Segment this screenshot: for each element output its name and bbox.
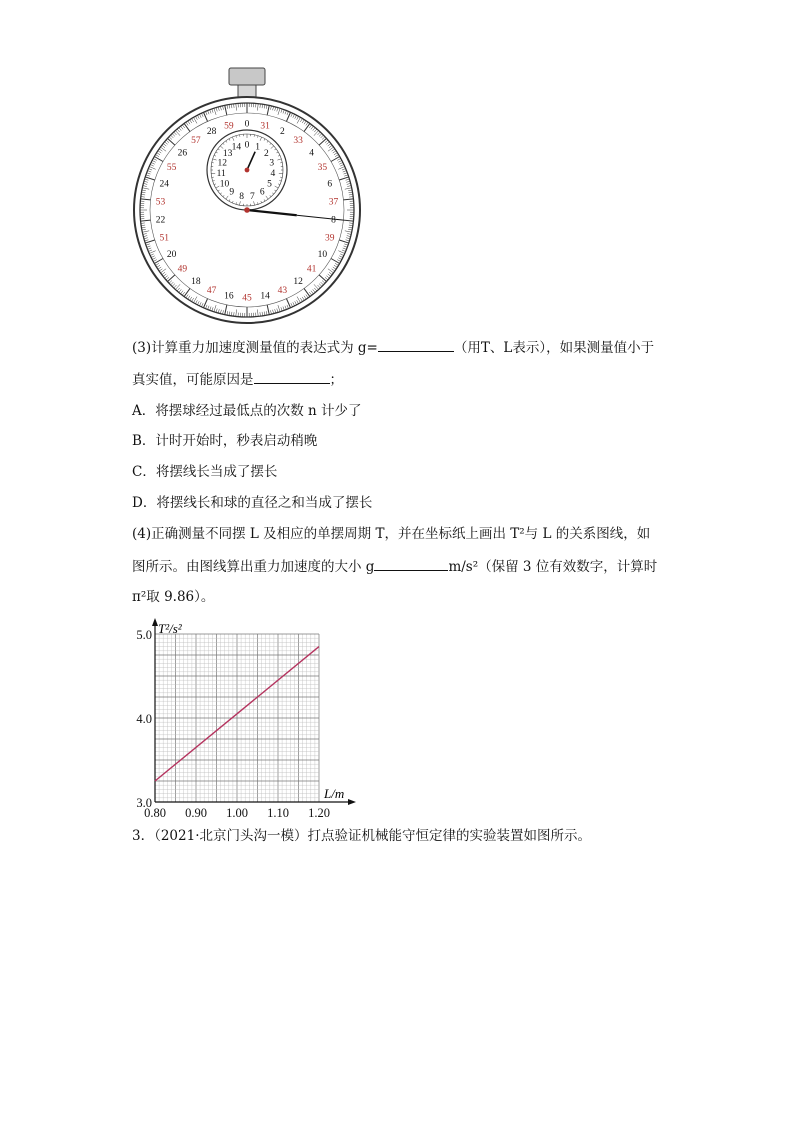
q4-line2-a: 图所示。由图线算出重力加速度的大小 g (132, 559, 375, 575)
outer-label-black: 14 (260, 291, 270, 302)
stopwatch-figure (132, 66, 362, 326)
outer-label-red: 31 (260, 121, 270, 132)
outer-label-red: 59 (224, 121, 234, 132)
outer-label-red: 57 (191, 136, 201, 147)
outer-label-black: 4 (309, 148, 315, 159)
x-tick-label: 1.00 (226, 806, 248, 820)
q4-line3: π²取 9.86）。 (132, 589, 215, 605)
outer-label-black: 10 (317, 250, 328, 260)
x-tick-label: 1.20 (308, 806, 330, 820)
x-tick-label: 1.10 (267, 806, 289, 820)
y-tick-label: 4.0 (136, 712, 152, 726)
inner-label: 7 (250, 191, 255, 202)
outer-label-black: 16 (224, 291, 234, 302)
inner-label: 1 (255, 142, 260, 153)
inner-label: 8 (239, 191, 244, 202)
inner-label: 14 (231, 142, 242, 153)
outer-label-red: 45 (242, 293, 252, 304)
outer-label-black: 18 (191, 276, 201, 287)
inner-label: 12 (217, 158, 228, 169)
q3-line2-end: ； (329, 372, 343, 388)
inner-label: 4 (270, 169, 276, 180)
outer-label-black: 0 (244, 119, 250, 130)
inner-label: 9 (229, 187, 235, 198)
option-c: C．将摆线长当成了摆长 (132, 464, 278, 480)
inner-label: 5 (267, 179, 272, 190)
inner-label: 11 (216, 169, 226, 180)
outer-label-black: 20 (166, 250, 177, 260)
second-hand-pivot (244, 207, 250, 213)
inner-label: 0 (244, 140, 250, 151)
option-a: A．将摆球经过最低点的次数 n 计少了 (132, 403, 362, 419)
outer-label-red: 37 (328, 197, 339, 208)
y-axis-label: T²/s² (158, 621, 182, 636)
y-tick-label: 3.0 (136, 796, 152, 810)
outer-label-red: 53 (155, 197, 166, 208)
outer-label-black: 22 (155, 215, 166, 226)
x-axis-label: L/m (324, 786, 345, 801)
inner-label: 2 (263, 149, 269, 160)
outer-label-red: 43 (277, 285, 288, 296)
option-b: B．计时开始时，秒表启动稍晚 (132, 433, 318, 449)
q3-prefix: (3)计算重力加速度测量值的表达式为 g= (132, 340, 378, 356)
outer-label-black: 8 (331, 215, 336, 226)
outer-label-red: 41 (306, 264, 317, 275)
x-axis-arrow-icon (348, 799, 356, 805)
x-tick-label: 0.90 (185, 806, 207, 820)
outer-label-black: 6 (327, 179, 333, 190)
q3-answer-blank-2[interactable] (254, 369, 330, 384)
outer-label-black: 26 (177, 148, 188, 159)
q4-line1: (4)正确测量不同摆 L 及相应的单摆周期 T，并在坐标纸上画出 T²与 L 的关系图线，如 (132, 526, 651, 542)
inner-label: 10 (219, 179, 230, 190)
outer-label-red: 55 (166, 163, 177, 173)
minute-hand-pivot (245, 168, 250, 173)
q4-answer-blank[interactable] (374, 556, 448, 571)
x-tick-label: 0.80 (144, 806, 166, 820)
graph-tick-labels (136, 628, 330, 820)
outer-label-red: 39 (324, 233, 335, 244)
q3-answer-blank-1[interactable] (378, 337, 454, 352)
outer-label-red: 49 (177, 264, 188, 275)
q5-heading: 3．（2021·北京门头沟一模）打点验证机械能守恒定律的实验装置如图所示。 (132, 828, 591, 844)
outer-label-red: 51 (159, 233, 170, 244)
outer-label-red: 47 (206, 285, 217, 296)
q3-middle: （用T、L表示），如果测量值小于 (453, 340, 655, 356)
q3-line2 (132, 369, 343, 390)
outer-label-black: 12 (293, 276, 303, 287)
y-tick-label: 5.0 (136, 628, 152, 642)
outer-label-black: 24 (159, 179, 170, 190)
outer-label-black: 28 (206, 127, 217, 138)
q3-line2-text: 真实值，可能原因是 (132, 372, 254, 388)
q4-line2-b: m/s²（保留 3 位有效数字，计算时 (448, 559, 658, 575)
q3-line1 (132, 337, 654, 358)
t2-l-graph (128, 612, 360, 824)
q4-line2 (132, 556, 657, 577)
option-d: D．将摆线长和球的直径之和当成了摆长 (132, 495, 373, 511)
inner-label: 3 (269, 158, 275, 169)
inner-label: 6 (259, 187, 265, 198)
outer-label-black: 2 (280, 127, 285, 138)
inner-label: 13 (222, 149, 233, 160)
outer-label-red: 33 (293, 136, 303, 147)
outer-label-red: 35 (317, 163, 328, 173)
graph-grid (155, 634, 319, 802)
